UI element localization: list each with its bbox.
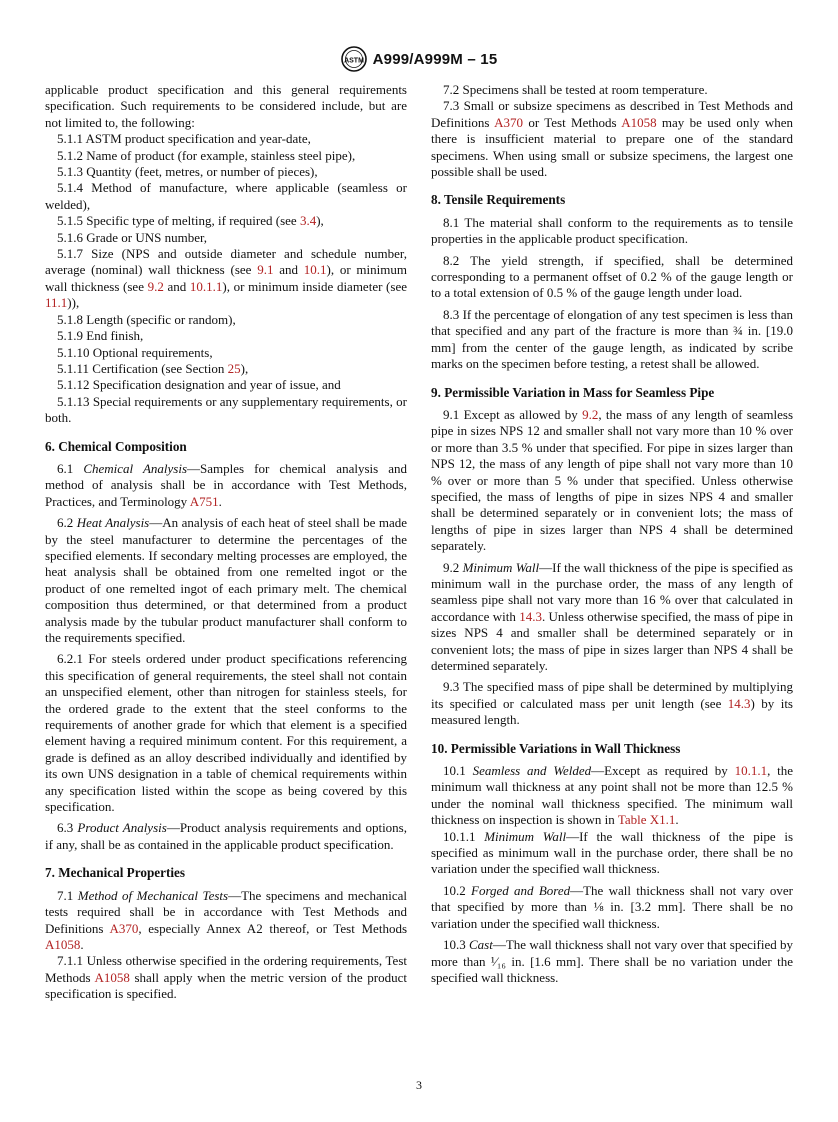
section-link[interactable]: 10.1.1 [189, 278, 223, 294]
section-heading-tensile-requirements: 8. Tensile Requirements [431, 192, 566, 208]
list-item: 5.1.10 Optional requirements, [57, 344, 213, 360]
section-link[interactable]: 9.2 [582, 406, 599, 422]
section-link[interactable]: 3.4 [299, 213, 317, 229]
section-link[interactable]: 11.1 [45, 295, 68, 311]
astm-logo-icon [341, 44, 367, 74]
standard-link[interactable]: A370 [494, 114, 523, 130]
paragraph-10-3: 10.3 Cast—The wall thickness shall not vary over that specified by more than ¹⁄₁₆ in. [1.6 mm]. There shall be no variation under the specified wall thickness. [431, 937, 793, 985]
section-link[interactable]: 10.1 [303, 262, 327, 278]
section-link[interactable]: 9.1 [257, 262, 274, 278]
standard-link[interactable]: A1058 [621, 114, 657, 130]
standard-link[interactable]: A751 [189, 493, 219, 509]
section-link[interactable]: 10.1.1 [734, 763, 768, 779]
section-link[interactable]: 9.2 [147, 278, 164, 294]
section-heading-wall-thickness: 10. Permissible Variations in Wall Thickness [431, 740, 681, 756]
section-link[interactable]: 14.3 [519, 608, 542, 624]
section-link[interactable]: 25 [227, 360, 241, 376]
standard-link[interactable]: A1058 [45, 936, 81, 952]
standard-link[interactable]: A1058 [94, 969, 130, 985]
svg-text:ASTM: ASTM [343, 57, 364, 65]
paragraph-9-2: 9.2 Minimum Wall—If the wall thickness of the pipe is specified as minimum wall in the purchase order, the mass of any length of seamless pipe shall not vary more than 16 % over that calculated in accordance with 14.3. Unless otherwise specified, the mass of pipe in sizes NPS 4 and smaller shall be determined separately or in convenient lots; the mass of pipe in sizes larger than NPS 4 shall be determined separately. [431, 559, 793, 673]
page-number: 3 [416, 1078, 422, 1092]
section-heading-mechanical-properties: 7. Mechanical Properties [45, 865, 186, 881]
list-item: 5.1.1 ASTM product specification and year-date, [57, 131, 311, 147]
document-id: A999/A999M – 15 [372, 50, 498, 68]
table-link[interactable]: Table X1.1 [617, 812, 676, 828]
paragraph-8-3: 8.3 If the percentage of elongation of any test specimen is less than that specified and any part of the fracture is more than ¾ in. [19.0 mm] from the center of the gauge length, as indicated by scribe marks on the specimen before testing, a retest shall be allowed. [431, 306, 793, 372]
list-item: 5.1.4 Method of manufacture, where applicable (seamless or welded), [45, 180, 407, 212]
paragraph-5-1-intro: applicable product specification and this general requirements specification. Such requirements to be considered include, but are not limited to, the following: [45, 82, 407, 130]
paragraph-7-1-1: 7.1.1 Unless otherwise specified in the ordering requirements, Test Methods A1058 shall apply when the metric version of the product specification is specified. [45, 953, 407, 1002]
standard-link[interactable]: A370 [109, 920, 139, 936]
paragraph-9-1: 9.1 Except as allowed by 9.2, the mass of any length of seamless pipe in sizes NPS 12 and smaller shall not vary more than 10 % over or more than 3.5 % under that specified. For pipe in sizes larger than NPS 12, the mass of any length of pipe shall not vary more than 10 % over or more than 5 % under that specified. Unless otherwise specified, the mass of lengths of pipe in sizes NPS 4 and smaller shall be determined separately or in convenient lots; the mass of lengths of pipe in sizes larger than NPS 4 shall be determined separately. [431, 406, 794, 554]
paragraph-6-3: 6.3 Product Analysis—Product analysis requirements and options, if any, shall be as contained in the applicable product specification. [45, 820, 407, 852]
paragraph-10-1-1: 10.1.1 Minimum Wall—If the wall thickness of the pipe is specified as minimum wall in the purchase order, there shall be no variation under the specified wall thickness. [431, 828, 793, 877]
list-item: 5.1.5 Specific type of melting, if required (see 3.4), [57, 213, 324, 229]
list-item: 5.1.6 Grade or UNS number, [57, 229, 208, 245]
left-column [45, 82, 407, 1003]
list-item: 5.1.3 Quantity (feet, metres, or number of pieces), [57, 164, 318, 180]
list-item: 5.1.9 End finish, [57, 328, 144, 344]
paragraph-10-1: 10.1 Seamless and Welded—Except as required by 10.1.1, the minimum wall thickness at any point shall not be more than 12.5 % under the nominal wall thickness specified. The minimum wall thickness on inspection is shown in Table X1.1. [431, 763, 794, 828]
list-item: 5.1.2 Name of product (for example, stainless steel pipe), [57, 147, 356, 163]
list-item: 5.1.12 Specification designation and year of issue, and [57, 377, 341, 393]
paragraph-10-2: 10.2 Forged and Bored—The wall thickness shall not vary over that specified by more than ⅛ in. [3.2 mm]. There shall be no variation under the specified wall thickness. [431, 882, 793, 931]
paragraph-7-2: 7.2 Specimens shall be tested at room temperature. [443, 82, 708, 97]
paragraph-6-2: 6.2 Heat Analysis—An analysis of each heat of steel shall be made by the steel manufacturer to determine the percentages of the specified elements. If secondary melting processes are employed, the heat analysis shall be obtained from one remelted ingot or the product of one remelted ingot of each primary melt. The chemical composition thus determined, or that determined from a product analysis made by the tubular product manufacturer shall conform to the requirements specified. [45, 515, 408, 645]
section-heading-chemical-composition: 6. Chemical Composition [45, 438, 187, 454]
paragraph-6-2-1: 6.2.1 For steels ordered under product specifications referencing this specification of general requirements, the steel shall not contain an unspecified element, other than nitrogen for stainless steels, for the ordered grade to the extent that the steel conforms to the requirements of another grade for which that element is a specified element having a required minimum content. For this requirement, a grade is defined as an alloy described individually and identified by its own UNS designation in a table of chemical requirements within any specification listed within the scope as being covered by this specification. [45, 651, 407, 815]
section-heading-mass-variation: 9. Permissible Variation in Mass for Seamless Pipe [431, 384, 715, 400]
paragraph-6-1: 6.1 Chemical Analysis—Samples for chemical analysis and method of analysis shall be in accordance with Test Methods, Practices, and Terminology A751. [45, 460, 408, 509]
list-item: 5.1.7 Size (NPS and outside diameter and schedule number, average (nominal) wall thickness (see 9.1 and 10.1), or minimum wall thickness (see 9.2 and 10.1.1), or minimum inside diameter (see 11.1)), [45, 246, 407, 311]
paragraph-8-1: 8.1 The material shall conform to the requirements as to tensile properties in the applicable product specification. [431, 214, 793, 247]
list-item: 5.1.11 Certification (see Section 25), [57, 360, 249, 376]
list-item: 5.1.13 Special requirements or any supplementary requirements, or both. [45, 393, 407, 426]
right-column [431, 82, 793, 986]
page-header [0, 44, 838, 74]
paragraph-7-1: 7.1 Method of Mechanical Tests—The specimens and mechanical tests required shall be in accordance with Test Methods and Definitions A370, especially Annex A2 thereof, or Test Methods A1058. [45, 887, 407, 952]
paragraph-7-3: 7.3 Small or subsize specimens as described in Test Methods and Definitions A370 or Test Methods A1058 may be used only when there is insufficient material to prepare one of the standard specimens. When using small or subsize specimens, the largest one possible shall be used. [431, 98, 793, 180]
section-link[interactable]: 14.3 [727, 695, 751, 711]
list-item: 5.1.8 Length (specific or random), [57, 311, 236, 327]
paragraph-9-3: 9.3 The specified mass of pipe shall be determined by multiplying its specified or calculated mass per unit length (see 14.3) by its measured length. [431, 679, 793, 728]
paragraph-8-2: 8.2 The yield strength, if specified, shall be determined corresponding to a permanent offset of 0.2 % of the gauge length or to a total extension of 0.5 % of the gauge length under load. [431, 252, 793, 301]
